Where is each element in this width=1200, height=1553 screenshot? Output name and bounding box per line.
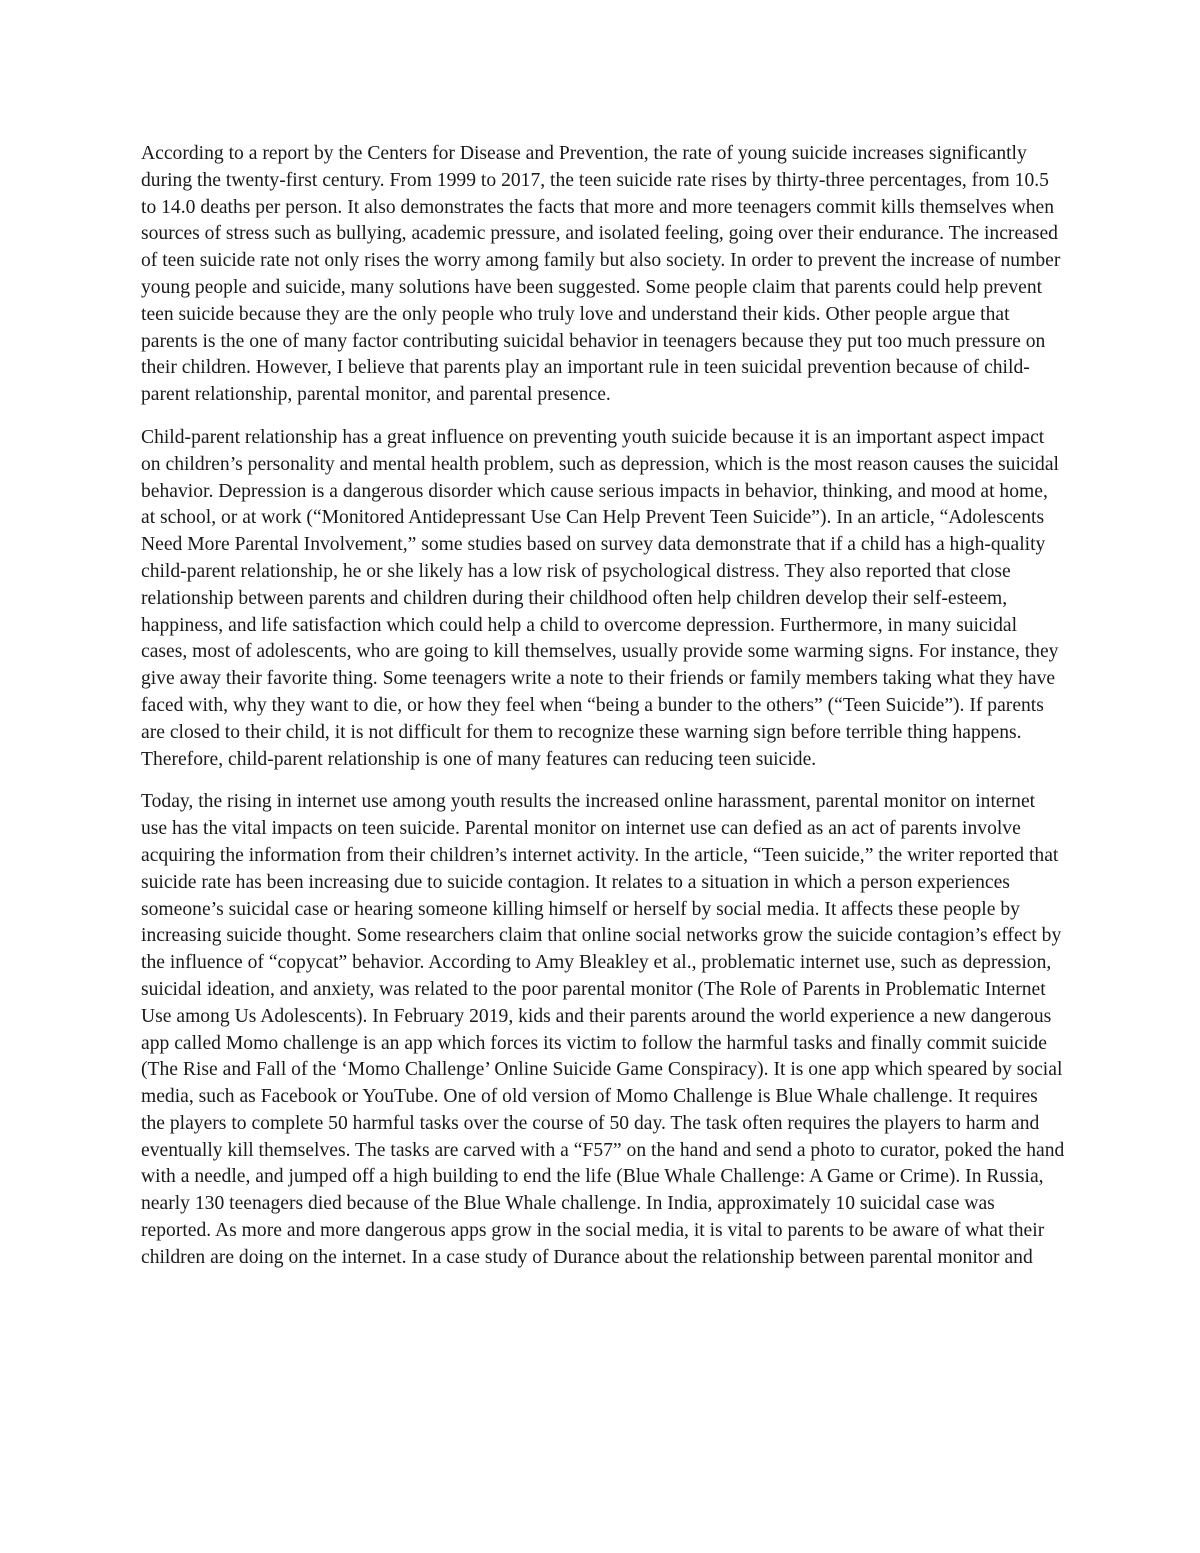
document-body bbox=[141, 141, 1065, 1288]
paragraph-intro: According to a report by the Centers for Disease and Prevention, the rate of young suicide increases significantly during the twenty-first century. From 1999 to 2017, the teen suicide rate rises by thirty-three percentages, from 10.5 to 14.0 deaths per person. It also demonstrates the facts that more and more teenagers commit kills themselves when sources of stress such as bullying, academic pressure, and isolated feeling, going over their endurance. The increased of teen suicide rate not only rises the worry among family but also society. In order to prevent the increase of number young people and suicide, many solutions have been suggested. Some people claim that parents could help prevent teen suicide because they are the only people who truly love and understand their kids. Other people argue that parents is the one of many factor contributing suicidal behavior in teenagers because they put too much pressure on their children. However, I believe that parents play an important rule in teen suicidal prevention because of child-parent relationship, parental monitor, and parental presence. bbox=[141, 143, 1061, 406]
paragraph-parental-monitor: Today, the rising in internet use among youth results the increased online harassment, parental monitor on internet use has the vital impacts on teen suicide. Parental monitor on internet use can defied as an act of parents involve acquiring the information from their children’s internet activity. In the article, “Teen suicide,” the writer reported that suicide rate has been increasing due to suicide contagion. It relates to a situation in which a person experiences someone’s suicidal case or hearing someone killing himself or herself by social media. It affects these people by increasing suicide thought. Some researchers claim that online social networks grow the suicide contagion’s effect by the influence of “copycat” behavior. According to Amy Bleakley et al., problematic internet use, such as depression, suicidal ideation, and anxiety, was related to the poor parental monitor (The Role of Parents in Problematic Internet Use among Us Adolescents). In February 2019, kids and their parents around the world experience a new dangerous app called Momo challenge is an app which forces its victim to follow the harmful tasks and finally commit suicide (The Rise and Fall of the ‘Momo Challenge’ Online Suicide Game Conspiracy). It is one app which speared by social media, such as Facebook or YouTube. One of old version of Momo Challenge is Blue Whale challenge. It requires the players to complete 50 harmful tasks over the course of 50 day. The task often requires the players to harm and eventually kill themselves. The tasks are carved with a “F57” on the hand and send a photo to curator, poked the hand with a needle, and jumped off a high building to end the life (Blue Whale Challenge: A Game or Crime). In Russia, nearly 130 teenagers died because of the Blue Whale challenge. In India, approximately 10 suicidal case was reported. As more and more dangerous apps grow in the social media, it is vital to parents to be aware of what their children are doing on the internet. In a case study of Durance about the relationship between parental monitor and bbox=[141, 791, 1065, 1268]
paragraph-child-parent-relationship: Child-parent relationship has a great influence on preventing youth suicide because it is an important aspect impact on children’s personality and mental health problem, such as depression, which is the most reason causes the suicidal behavior. Depression is a dangerous disorder which cause serious impacts in behavior, thinking, and mood at home, at school, or at work (“Monitored Antidepressant Use Can Help Prevent Teen Suicide”). In an article, “Adolescents Need More Parental Involvement,” some studies based on survey data demonstrate that if a child has a high-quality child-parent relationship, he or she likely has a low risk of psychological distress. They also reported that close relationship between parents and children during their childhood often help children develop their self-esteem, happiness, and life satisfaction which could help a child to overcome depression. Furthermore, in many suicidal cases, most of adolescents, who are going to kill themselves, usually provide some warming signs. For instance, they give away their favorite thing. Some teenagers write a note to their friends or family members taking what they have faced with, why they want to die, or how they feel when “being a bunder to the others” (“Teen Suicide”). If parents are closed to their child, it is not difficult for them to recognize these warning sign before terrible thing happens. Therefore, child-parent relationship is one of many features can reducing teen suicide. bbox=[141, 426, 1059, 770]
